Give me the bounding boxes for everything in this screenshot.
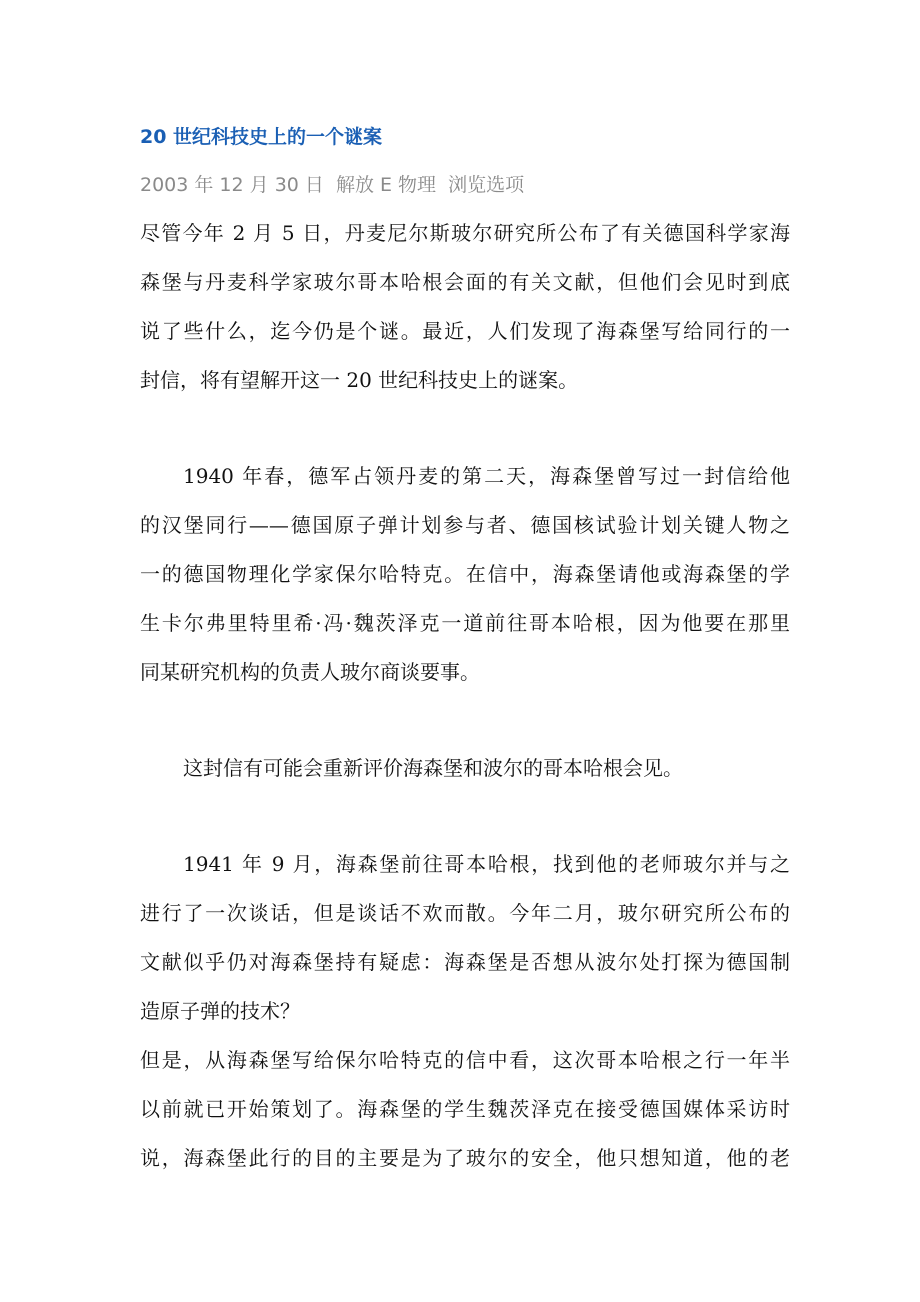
paragraph-2-line: 一的德国物理化学家保尔哈特克。在信中，海森堡请他或海森堡的学 bbox=[140, 562, 790, 586]
paragraph-4-line: 造原子弹的技术？ bbox=[140, 999, 300, 1023]
paragraph-4-line: 进行了一次谈话，但是谈话不欢而散。今年二月，玻尔研究所公布的 bbox=[140, 901, 790, 925]
paragraph-2-line: 的汉堡同行——德国原子弹计划参与者、德国核试验计划关键人物之 bbox=[140, 513, 790, 537]
paragraph-5-line: 说，海森堡此行的目的主要是为了玻尔的安全，他只想知道，他的老 bbox=[140, 1146, 790, 1170]
paragraph-4-line: 文献似乎仍对海森堡持有疑虑：海森堡是否想从波尔处打探为德国制 bbox=[140, 950, 790, 974]
article-source[interactable]: 解放 E 物理 bbox=[335, 174, 437, 196]
paragraph-2-line: 生卡尔弗里特里希·冯·魏茨泽克一道前往哥本哈根，因为他要在那里 bbox=[140, 611, 790, 635]
paragraph-5-line: 但是，从海森堡写给保尔哈特克的信中看，这次哥本哈根之行一年半 bbox=[140, 1048, 790, 1072]
paragraph-1-line: 说了些什么，迄今仍是个谜。最近，人们发现了海森堡写给同行的一 bbox=[140, 319, 790, 343]
paragraph-1-line: 森堡与丹麦科学家玻尔哥本哈根会面的有关文献，但他们会见时到底 bbox=[140, 270, 790, 294]
paragraph-1-line: 尽管今年 2 月 5 日，丹麦尼尔斯玻尔研究所公布了有关德国科学家海 bbox=[140, 221, 790, 245]
article-meta bbox=[140, 170, 530, 197]
paragraph-2-line: 同某研究机构的负责人玻尔商谈要事。 bbox=[140, 660, 480, 684]
paragraph-2-line: 1940 年春，德军占领丹麦的第二天，海森堡曾写过一封信给他 bbox=[183, 464, 790, 488]
browse-options-link[interactable]: 浏览选项 bbox=[448, 174, 525, 196]
article-title: 20 世纪科技史上的一个谜案 bbox=[140, 126, 383, 148]
paragraph-3-line: 这封信有可能会重新评价海森堡和波尔的哥本哈根会见。 bbox=[183, 756, 683, 780]
paragraph-5-line: 以前就已开始策划了。海森堡的学生魏茨泽克在接受德国媒体采访时 bbox=[140, 1097, 790, 1121]
article-date: 2003 年 12 月 30 日 bbox=[140, 174, 324, 196]
paragraph-1-line: 封信，将有望解开这一 20 世纪科技史上的谜案。 bbox=[140, 368, 579, 392]
paragraph-4-line: 1941 年 9 月，海森堡前往哥本哈根，找到他的老师玻尔并与之 bbox=[183, 852, 790, 876]
